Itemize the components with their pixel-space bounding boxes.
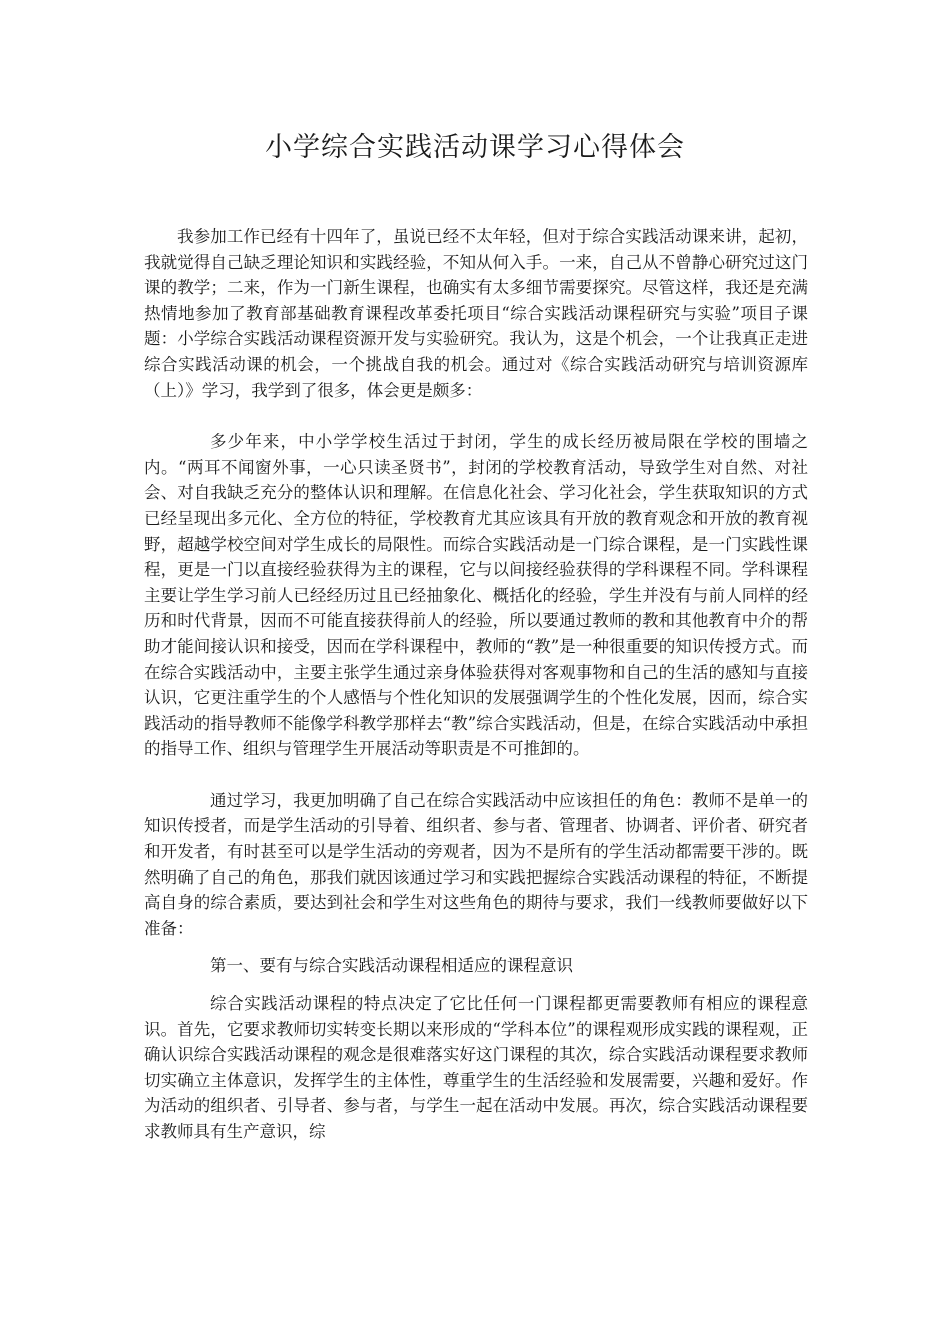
paragraph-school-life: 多少年来，中小学学校生活过于封闭，学生的成长经历被局限在学校的围墙之内。“两耳不闻窗外事，一心只读圣贤书”，封闭的学校教育活动，导致学生对自然、对社会、对自我缺乏充分的整体认识和理解。在信息化社会、学习化社会，学生获取知识的方式已经呈现出多元化、全方位的特征，学校教育尤其应该具有开放的教育观念和开放的教育视野，超越学校空间对学生成长的局限性。而综合实践活动是一门综合课程，是一门实践性课程，更是一门以直接经验获得为主的课程，它与以间接经验获得的学科课程不同。学科课程主要让学生学习前人已经经历过且已经抽象化、概括化的经验，学生并没有与前人同样的经历和时代背景，因而不可能直接获得前人的经验，所以要通过教师的教和其他教育中介的帮助才能间接认识和接受，因而在学科课程中，教师的“教”是一种很重要的知识传授方式。而在综合实践活动中，主要主张学生通过亲身体验获得对客观事物和自己的生活的感知与直接认识，它更注重学生的个人感悟与个性化知识的发展强调学生的个性化发展，因而，综合实践活动的指导教师不能像学科教学那样去“教”综合实践活动，但是，在综合实践活动中承担的指导工作、组织与管理学生开展活动等职责是不可推卸的。	[144, 432, 808, 759]
paragraph-intro: 我参加工作已经有十四年了，虽说已经不太年轻，但对于综合实践活动课来讲，起初，我就觉得自己缺乏理论知识和实践经验，不知从何入手。一来，自己从不曾静心研究过这门课的教学；二来，作为一门新生课程，也确实有太多细节需要探究。尽管这样，我还是充满热情地参加了教育部基础教育课程改革委托项目“综合实践活动课程研究与实验”项目子课题：小学综合实践活动课程资源开发与实验研究。我认为，这是个机会，一个让我真正走进综合实践活动课的机会，一个挑战自我的机会。通过对《综合实践活动研究与培训资源库（上）》学习，我学到了很多，体会更是颇多：	[144, 227, 808, 400]
document-body	[144, 224, 808, 1145]
section-heading-1: 第一、要有与综合实践活动课程相适应的课程意识	[210, 956, 573, 976]
document-title: 小学综合实践活动课学习心得体会	[265, 132, 685, 163]
paragraph-teacher-role: 通过学习，我更加明确了自己在综合实践活动中应该担任的角色：教师不是单一的知识传授者，而是学生活动的引导着、组织者、参与者、管理者、协调者、评价者、研究者和开发者，有时甚至可以是学生活动的旁观者，因为不是所有的学生活动都需要干涉的。既然明确了自己的角色，那我们就因该通过学习和实践把握综合实践活动课程的特征，不断提高自身的综合素质，要达到社会和学生对这些角色的期待与要求，我们一线教师要做好以下准备：	[144, 790, 808, 938]
paragraph-curriculum-awareness: 综合实践活动课程的特点决定了它比任何一门课程都更需要教师有相应的课程意识。首先，它要求教师切实转变长期以来形成的“学科本位”的课程观形成实践的课程观，正确认识综合实践活动课程的观念是很难落实好这门课程的其次，综合实践活动课程要求教师切实确立主体意识，发挥学生的主体性，尊重学生的生活经验和发展需要，兴趣和爱好。作为活动的组织者、引导者、参与者，与学生一起在活动中发展。再次，综合实践活动课程要求教师具有生产意识，综	[144, 994, 808, 1141]
